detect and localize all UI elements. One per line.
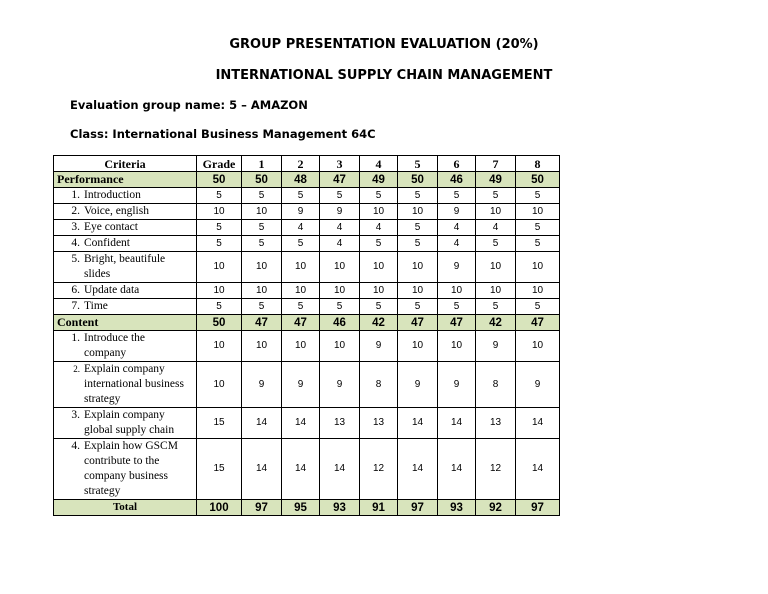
score-cell: 10 <box>516 204 560 220</box>
grade-cell: 10 <box>197 204 242 220</box>
performance-row-value: 46 <box>438 172 476 188</box>
score-cell: 9 <box>320 362 360 408</box>
score-cell: 5 <box>516 236 560 252</box>
performance-row-label: Performance <box>54 172 197 188</box>
score-cell: 5 <box>516 220 560 236</box>
score-cell: 5 <box>242 220 282 236</box>
total-row-value: 91 <box>360 500 398 516</box>
score-cell: 13 <box>476 408 516 439</box>
score-cell: 10 <box>360 252 398 283</box>
score-cell: 10 <box>476 204 516 220</box>
column-header-group-2: 2 <box>282 156 320 172</box>
score-cell: 5 <box>516 188 560 204</box>
score-cell: 10 <box>398 283 438 299</box>
score-cell: 10 <box>320 331 360 362</box>
grade-cell: 5 <box>197 236 242 252</box>
score-cell: 5 <box>320 299 360 315</box>
class-name: Class: International Business Management 64C <box>70 127 376 141</box>
score-cell: 14 <box>516 408 560 439</box>
table-row <box>54 188 560 204</box>
criteria-label: Voice, english <box>84 205 149 217</box>
score-cell: 10 <box>516 331 560 362</box>
criteria-label: Introduction <box>84 189 141 201</box>
score-cell: 10 <box>282 252 320 283</box>
score-cell: 14 <box>398 408 438 439</box>
total-row-value: 93 <box>438 500 476 516</box>
content-row-value: 46 <box>320 315 360 331</box>
score-cell: 5 <box>282 188 320 204</box>
table-row <box>54 408 560 439</box>
score-cell: 4 <box>360 220 398 236</box>
grade-cell: 5 <box>197 220 242 236</box>
score-cell: 9 <box>476 331 516 362</box>
score-cell: 5 <box>242 188 282 204</box>
criteria-label: Explain company global supply chain <box>84 409 175 436</box>
score-cell: 5 <box>476 188 516 204</box>
table-row <box>54 252 560 283</box>
score-cell: 10 <box>242 283 282 299</box>
score-cell: 5 <box>476 236 516 252</box>
column-header-group-6: 6 <box>438 156 476 172</box>
criteria-cell <box>54 299 197 315</box>
score-cell: 10 <box>242 252 282 283</box>
criteria-cell <box>54 220 197 236</box>
score-cell: 9 <box>398 362 438 408</box>
grade-cell: 10 <box>197 331 242 362</box>
criteria-number: 1. <box>71 189 80 201</box>
criteria-cell <box>54 236 197 252</box>
criteria-cell <box>54 408 197 439</box>
score-cell: 5 <box>476 299 516 315</box>
score-cell: 13 <box>360 408 398 439</box>
score-cell: 4 <box>320 236 360 252</box>
score-cell: 5 <box>282 299 320 315</box>
score-cell: 5 <box>398 220 438 236</box>
table-row <box>54 283 560 299</box>
criteria-number: 6. <box>71 284 80 296</box>
score-cell: 10 <box>282 283 320 299</box>
grade-cell: 5 <box>197 188 242 204</box>
score-cell: 4 <box>438 236 476 252</box>
column-header-group-5: 5 <box>398 156 438 172</box>
score-cell: 5 <box>360 236 398 252</box>
content-row-value: 47 <box>438 315 476 331</box>
score-cell: 14 <box>242 439 282 500</box>
score-cell: 5 <box>398 236 438 252</box>
score-cell: 14 <box>398 439 438 500</box>
criteria-label: Introduce the company <box>84 332 145 359</box>
score-cell: 10 <box>360 283 398 299</box>
performance-row-value: 47 <box>320 172 360 188</box>
score-cell: 9 <box>242 362 282 408</box>
score-cell: 5 <box>398 188 438 204</box>
criteria-label: Time <box>84 300 108 312</box>
table-row <box>54 220 560 236</box>
column-header-group-7: 7 <box>476 156 516 172</box>
content-row-value: 47 <box>398 315 438 331</box>
score-cell: 14 <box>282 408 320 439</box>
performance-row-value: 50 <box>197 172 242 188</box>
performance-row-value: 49 <box>360 172 398 188</box>
score-cell: 10 <box>516 283 560 299</box>
score-cell: 10 <box>282 331 320 362</box>
score-cell: 9 <box>360 331 398 362</box>
criteria-cell <box>54 204 197 220</box>
total-row-value: 97 <box>242 500 282 516</box>
content-row-value: 50 <box>197 315 242 331</box>
page-title: GROUP PRESENTATION EVALUATION (20%) <box>229 37 539 52</box>
score-cell: 9 <box>282 362 320 408</box>
course-title: INTERNATIONAL SUPPLY CHAIN MANAGEMENT <box>215 68 553 83</box>
table-row <box>54 439 560 500</box>
total-row <box>54 500 560 516</box>
total-row-value: 97 <box>516 500 560 516</box>
score-cell: 10 <box>242 204 282 220</box>
score-cell: 4 <box>476 220 516 236</box>
score-cell: 12 <box>360 439 398 500</box>
column-header-grade: Grade <box>197 156 242 172</box>
total-row-label: Total <box>54 500 197 516</box>
criteria-label: Eye contact <box>84 221 138 233</box>
table-row <box>54 331 560 362</box>
score-cell: 10 <box>438 283 476 299</box>
score-cell: 14 <box>438 408 476 439</box>
criteria-label: Update data <box>84 284 140 296</box>
evaluation-table <box>53 155 560 516</box>
score-cell: 5 <box>320 188 360 204</box>
score-cell: 10 <box>398 252 438 283</box>
score-cell: 10 <box>320 283 360 299</box>
grade-cell: 15 <box>197 408 242 439</box>
performance-row-value: 50 <box>398 172 438 188</box>
content-row-value: 42 <box>360 315 398 331</box>
score-cell: 5 <box>516 299 560 315</box>
score-cell: 9 <box>438 362 476 408</box>
group-name: Evaluation group name: 5 – AMAZON <box>70 98 308 112</box>
table-row <box>54 299 560 315</box>
score-cell: 10 <box>398 204 438 220</box>
score-cell: 4 <box>320 220 360 236</box>
total-row-value: 97 <box>398 500 438 516</box>
score-cell: 5 <box>438 299 476 315</box>
content-row-value: 47 <box>516 315 560 331</box>
column-header-group-3: 3 <box>320 156 360 172</box>
score-cell: 12 <box>476 439 516 500</box>
score-cell: 10 <box>360 204 398 220</box>
score-cell: 10 <box>438 331 476 362</box>
score-cell: 5 <box>242 236 282 252</box>
column-header-criteria: Criteria <box>54 156 197 172</box>
score-cell: 10 <box>476 283 516 299</box>
content-row-value: 42 <box>476 315 516 331</box>
performance-row-value: 50 <box>242 172 282 188</box>
total-row-value: 100 <box>197 500 242 516</box>
criteria-cell <box>54 331 197 362</box>
criteria-cell <box>54 283 197 299</box>
table-row <box>54 236 560 252</box>
score-cell: 4 <box>282 220 320 236</box>
score-cell: 5 <box>242 299 282 315</box>
score-cell: 10 <box>476 252 516 283</box>
score-cell: 14 <box>438 439 476 500</box>
score-cell: 5 <box>398 299 438 315</box>
performance-row-value: 49 <box>476 172 516 188</box>
performance-row-value: 50 <box>516 172 560 188</box>
score-cell: 10 <box>320 252 360 283</box>
grade-cell: 10 <box>197 283 242 299</box>
criteria-cell <box>54 362 197 408</box>
column-header-group-4: 4 <box>360 156 398 172</box>
score-cell: 14 <box>516 439 560 500</box>
criteria-number: 4. <box>71 440 80 452</box>
score-cell: 14 <box>242 408 282 439</box>
criteria-number: 3. <box>71 221 80 233</box>
table-header-row <box>54 156 560 172</box>
criteria-label: Bright, beautifule slides <box>84 253 166 280</box>
score-cell: 10 <box>398 331 438 362</box>
criteria-number: 2. <box>71 205 80 217</box>
column-header-group-8: 8 <box>516 156 560 172</box>
content-row <box>54 315 560 331</box>
criteria-number: 2. <box>73 364 80 374</box>
score-cell: 4 <box>438 220 476 236</box>
grade-cell: 10 <box>197 362 242 408</box>
criteria-label: Explain how GSCM contribute to the company business strategy <box>84 440 178 497</box>
criteria-number: 4. <box>71 237 80 249</box>
score-cell: 8 <box>360 362 398 408</box>
grade-cell: 15 <box>197 439 242 500</box>
score-cell: 5 <box>282 236 320 252</box>
criteria-number: 1. <box>71 332 80 344</box>
column-header-group-1: 1 <box>242 156 282 172</box>
score-cell: 9 <box>438 252 476 283</box>
score-cell: 14 <box>320 439 360 500</box>
score-cell: 5 <box>360 188 398 204</box>
score-cell: 8 <box>476 362 516 408</box>
score-cell: 14 <box>282 439 320 500</box>
criteria-label: Confident <box>84 237 130 249</box>
table-row <box>54 362 560 408</box>
criteria-cell <box>54 188 197 204</box>
content-row-value: 47 <box>242 315 282 331</box>
total-row-value: 92 <box>476 500 516 516</box>
score-cell: 13 <box>320 408 360 439</box>
criteria-cell <box>54 439 197 500</box>
content-row-label: Content <box>54 315 197 331</box>
score-cell: 9 <box>282 204 320 220</box>
criteria-cell <box>54 252 197 283</box>
table-row <box>54 204 560 220</box>
performance-row-value: 48 <box>282 172 320 188</box>
content-row-value: 47 <box>282 315 320 331</box>
criteria-number: 5. <box>71 253 80 265</box>
criteria-number: 3. <box>71 409 80 421</box>
performance-row <box>54 172 560 188</box>
score-cell: 5 <box>438 188 476 204</box>
criteria-label: Explain company international business strategy <box>84 363 184 405</box>
score-cell: 9 <box>320 204 360 220</box>
grade-cell: 10 <box>197 252 242 283</box>
criteria-number: 7. <box>71 300 80 312</box>
total-row-value: 93 <box>320 500 360 516</box>
score-cell: 9 <box>516 362 560 408</box>
score-cell: 10 <box>516 252 560 283</box>
grade-cell: 5 <box>197 299 242 315</box>
score-cell: 10 <box>242 331 282 362</box>
score-cell: 9 <box>438 204 476 220</box>
score-cell: 5 <box>360 299 398 315</box>
total-row-value: 95 <box>282 500 320 516</box>
